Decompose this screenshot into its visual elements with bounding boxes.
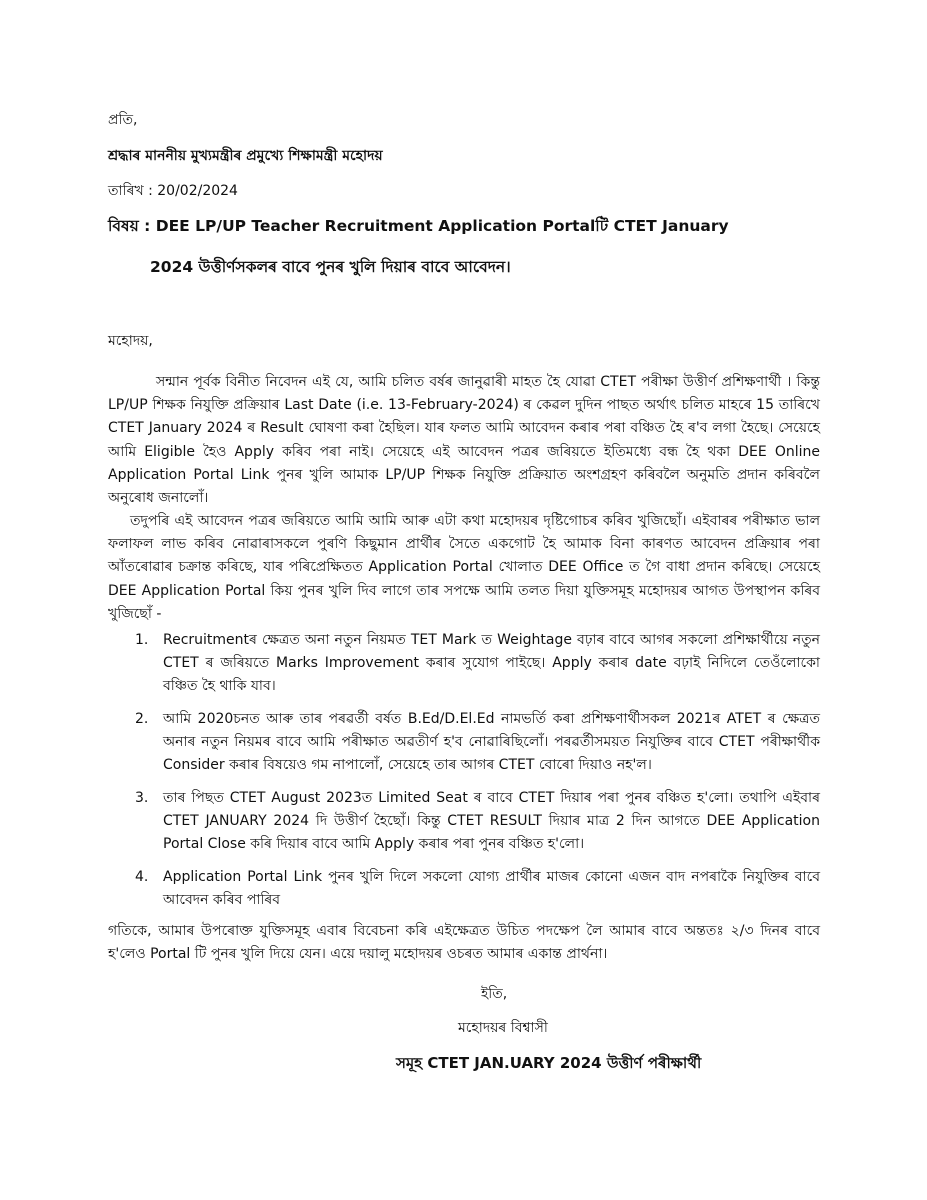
list-text: তাৰ পিছত CTET August 2023ত Limited Seat ৰ বাবে CTET দিয়াৰ পৰা পুনৰ বঞ্চিত হ'লো। তথাপি এইবাৰ CTET JANUARY 2024 দি উত্তীৰ্ণ হৈছোঁ। কিন্তু CTET RESULT দিয়াৰ মাত্ৰ 2 দিন আগতে DEE Application Portal Close কৰি দিয়াৰ বাবে আমি Apply কৰাৰ পৰা পুনৰ বঞ্চিত হ'লো। — [163, 790, 820, 853]
list-text: Application Portal Link পুনৰ খুলি দিলে সকলো যোগ্য প্ৰাৰ্থীৰ মাজৰ কোনো এজন বাদ নপৰাকৈ নিযুক্তিৰ বাবে আবেদন কৰিব পাৰিব — [163, 869, 820, 909]
list-number: 2. — [135, 711, 149, 727]
paragraph-3: গতিকে, আমাৰ উপৰোক্ত যুক্তিসমূহ এবাৰ বিবেচনা কৰি এইক্ষেত্ৰত উচিত পদক্ষেপ লৈ আমাৰ বাবে অন্ততঃ ২/৩ দিনৰ বাবে হ'লেও Portal টি পুনৰ খুলি দিয়ে যেন। এয়ে দয়ালু মহোদয়ৰ ওচৰত আমাৰ একান্ত প্ৰাৰ্থনা। — [108, 923, 820, 963]
list-number: 4. — [135, 869, 149, 885]
list-item — [135, 787, 820, 857]
list-item — [135, 629, 820, 699]
closing-faithful: মহোদয়ৰ বিশ্বাসী — [458, 1020, 548, 1036]
signatory: সমূহ CTET JAN.UARY 2024 উত্তীৰ্ণ পৰীক্ষাৰ্থী — [396, 1054, 702, 1072]
list-text: আমি 2020চনত আৰু তাৰ পৰৱৰ্তী বৰ্ষত B.Ed/D.El.Ed নামভৰ্তি কৰা প্ৰশিক্ষণাৰ্থীসকল 2021ৰ ATET ৰ ক্ষেত্ৰত অনাৰ নতুন নিয়মৰ বাবে আমি পৰীক্ষাত অৱতীৰ্ণ হ'ব নোৱাৰিছিলোঁ। পৰৱৰ্তীসময়ত নিযুক্তিৰ বাবে CTET পৰীক্ষাৰ্থীক Consider কৰাৰ বিষয়েও গম নাপালোঁ, সেয়েহে তাৰ আগৰ CTET বোৰো দিয়াও নহ'ল। — [163, 711, 820, 774]
list-number: 3. — [135, 790, 149, 806]
subject-line-2: 2024 উত্তীৰ্ণসকলৰ বাবে পুনৰ খুলি দিয়াৰ বাবে আবেদন। — [150, 258, 511, 276]
salutation-to: প্ৰতি, — [108, 112, 138, 128]
list-item — [135, 708, 820, 778]
closing: ইতি, — [481, 986, 508, 1002]
addressee: শ্ৰদ্ধাৰ মাননীয় মুখ্যমন্ত্ৰীৰ প্ৰমুখ্যে শিক্ষামন্ত্ৰী মহোদয় — [108, 148, 383, 164]
letter-date: তাৰিখ : 20/02/2024 — [108, 183, 238, 199]
list-item — [135, 866, 820, 912]
list-number: 1. — [135, 632, 149, 648]
list-text: Recruitmentৰ ক্ষেত্ৰত অনা নতুন নিয়মত TET Mark ত Weightage বঢ়াৰ বাবে আগৰ সকলো প্ৰশিক্ষাৰ্থীয়ে নতুন CTET ৰ জৰিয়তে Marks Improvement কৰাৰ সুযোগ পাইছে। Apply কৰাৰ date বঢ়াই নিদিলে তেওঁলোকো বঞ্চিত হৈ থাকি যাব। — [163, 632, 820, 695]
paragraph-1: সন্মান পূৰ্বক বিনীত নিবেদন এই যে, আমি চলিত বৰ্ষৰ জানুৱাৰী মাহত হৈ যোৱা CTET পৰীক্ষা উত্তীৰ্ণ প্ৰশিক্ষণাৰ্থী । কিন্তু LP/UP শিক্ষক নিযুক্তি প্ৰক্ৰিয়াৰ Last Date (i.e. 13-February-2024) ৰ কেৱল দুদিন পাছত অৰ্থাৎ চলিত মাহৰে 15 তাৰিখে CTET January 2024 ৰ Result ঘোষণা কৰা হৈছিল। যাৰ ফলত আমি আবেদন কৰাৰ পৰা বঞ্চিত হৈ ৰ'ব লগা হৈছে। সেয়েহে আমি Eligible হৈও Apply কৰিব পৰা নাই। সেয়েহে এই আবেদন পত্ৰৰ জৰিয়তে ইতিমধ্যে বন্ধ হৈ থকা DEE Online Application Portal Link পুনৰ খুলি আমাক LP/UP শিক্ষক নিযুক্তি প্ৰক্ৰিয়াত অংশগ্ৰহণ কৰিবলৈ অনুমতি প্ৰদান কৰিবলৈ অনুৰোধ জনালোঁ। — [108, 374, 820, 507]
greeting: মহোদয়, — [108, 333, 153, 349]
paragraph-2: তদুপৰি এই আবেদন পত্ৰৰ জৰিয়তে আমি আমি আৰু এটা কথা মহোদয়ৰ দৃষ্টিগোচৰ কৰিব খুজিছোঁ। এইবাৰৰ পৰীক্ষাত ভাল ফলাফল লাভ কৰিব নোৱাৰাসকলে পুৰণি কিছুমান প্ৰাৰ্থীৰ সৈতে একগোট হৈ আমাক বিনা কাৰণত আবেদন প্ৰক্ৰিয়াৰ পৰা আঁতৰোৱাৰ চক্ৰান্ত কৰিছে, যাৰ পৰিপ্ৰেক্ষিতত Application Portal খোলাত DEE Office ত গৈ বাধা প্ৰদান কৰিছে। সেয়েহে DEE Application Portal কিয় পুনৰ খুলি দিব লাগে তাৰ সপক্ষে আমি তলত দিয়া যুক্তিসমূহ মহোদয়ৰ আগত উপস্থাপন কৰিব খুজিছোঁ - — [108, 513, 820, 622]
subject-line-1: বিষয় : DEE LP/UP Teacher Recruitment Application Portalটি CTET January — [108, 217, 729, 235]
